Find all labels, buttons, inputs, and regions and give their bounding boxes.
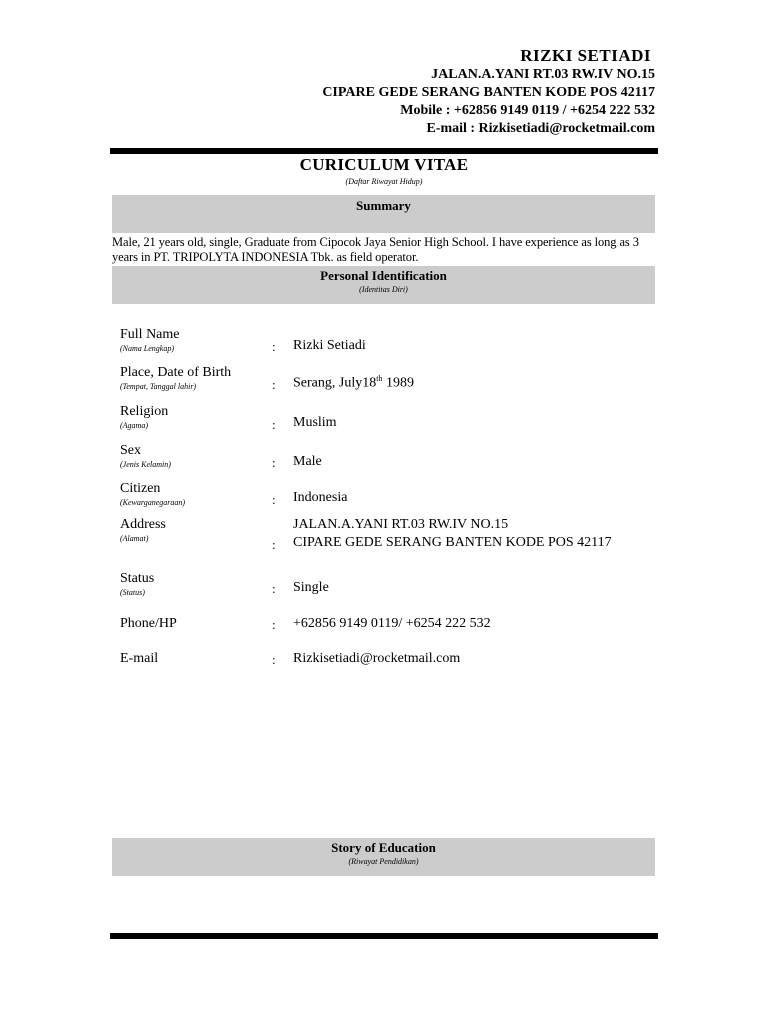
bottom-divider — [110, 933, 658, 939]
mobile-line: Mobile : +62856 9149 0119 / +6254 222 532 — [400, 103, 655, 118]
colon: : — [272, 455, 276, 470]
label-sub-sex: (Jenis Kelamin) — [120, 460, 171, 469]
colon: : — [272, 652, 276, 667]
address-line-1: JALAN.A.YANI RT.03 RW.IV NO.15 — [431, 67, 655, 82]
colon: : — [272, 581, 276, 596]
value-religion: Muslim — [293, 415, 337, 430]
colon: : — [272, 492, 276, 507]
label-sub-citizen: (Kewarganegaraan) — [120, 498, 186, 507]
label-sub-religion: (Agama) — [120, 421, 148, 430]
colon: : — [272, 339, 276, 354]
top-divider — [110, 148, 658, 154]
personal-subtitle: (Identitas Diri) — [359, 285, 408, 294]
value-birth — [293, 374, 414, 392]
colon: : — [272, 617, 276, 632]
summary-title: Summary — [356, 198, 411, 213]
label-citizen: Citizen — [120, 481, 161, 496]
value-status: Single — [293, 580, 329, 595]
label-sub-full-name: (Nama Lengkap) — [120, 344, 174, 353]
value-address-line-2: CIPARE GEDE SERANG BANTEN KODE POS 42117 — [293, 535, 612, 550]
label-sub-address: (Alamat) — [120, 534, 149, 543]
personal-heading — [112, 266, 655, 304]
email-line: E-mail : Rizkisetiadi@rocketmail.com — [426, 121, 655, 136]
value-email: Rizkisetiadi@rocketmail.com — [293, 651, 461, 666]
label-sub-status: (Status) — [120, 588, 145, 597]
colon: : — [272, 417, 276, 432]
label-birth: Place, Date of Birth — [120, 365, 232, 380]
summary-heading — [112, 195, 655, 233]
value-birth-year: 1989 — [382, 375, 414, 391]
value-address-line-1: JALAN.A.YANI RT.03 RW.IV NO.15 — [293, 517, 509, 532]
value-citizen: Indonesia — [293, 490, 348, 505]
value-full-name: Rizki Setiadi — [293, 338, 366, 353]
applicant-name: RIZKI SETIADI — [520, 46, 651, 65]
education-title: Story of Education — [331, 840, 436, 855]
contact-header — [322, 46, 655, 138]
value-birth-date: Serang, July18 — [293, 375, 377, 391]
cv-subtitle: (Daftar Riwayat Hidup) — [345, 177, 423, 186]
education-heading — [112, 838, 655, 876]
value-sex: Male — [293, 454, 322, 469]
label-address: Address — [120, 517, 166, 532]
cv-title: CURICULUM VITAE — [299, 155, 469, 174]
label-sex: Sex — [120, 443, 141, 458]
label-sub-birth: (Tempat, Tanggal lahir) — [120, 382, 197, 391]
personal-title: Personal Identification — [320, 268, 447, 283]
label-email: E-mail — [120, 651, 159, 666]
label-full-name: Full Name — [120, 327, 180, 342]
label-phone: Phone/HP — [120, 616, 177, 631]
colon: : — [272, 377, 276, 392]
summary-text: Male, 21 years old, single, Graduate from Cipocok Jaya Senior High School. I have experience as long as 3 years in PT. TRIPOLYTA INDONESIA Tbk. as field operator. — [112, 235, 639, 264]
education-subtitle: (Riwayat Pendidikan) — [348, 857, 419, 866]
address-line-2: CIPARE GEDE SERANG BANTEN KODE POS 42117 — [322, 85, 655, 100]
value-phone: +62856 9149 0119/ +6254 222 532 — [293, 616, 491, 631]
label-religion: Religion — [120, 404, 169, 419]
colon: : — [272, 537, 276, 552]
value-birth-suffix: th — [376, 374, 383, 383]
label-status: Status — [120, 571, 155, 586]
